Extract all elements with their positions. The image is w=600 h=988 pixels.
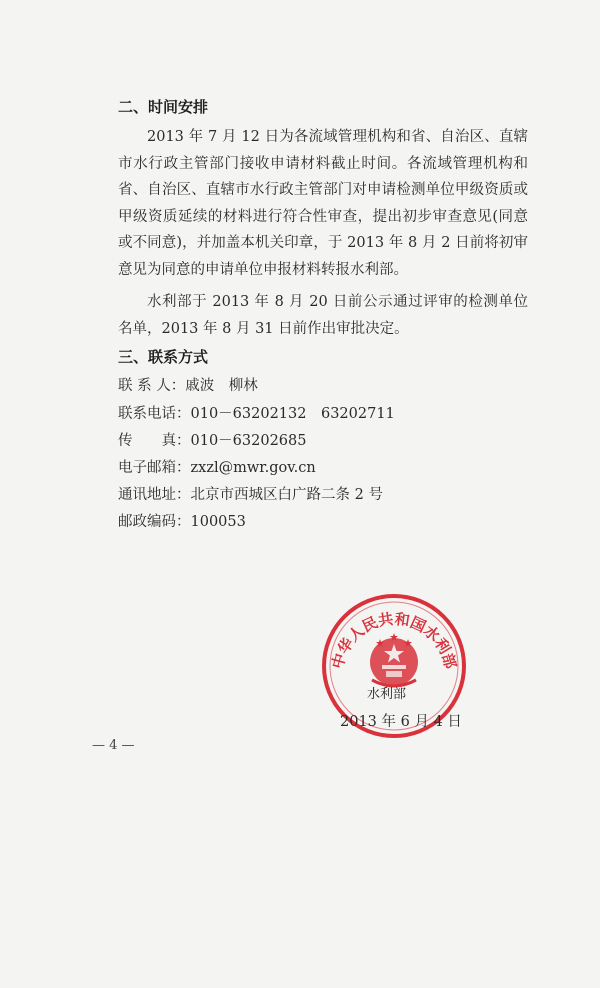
issuer-name: 水利部 xyxy=(367,687,407,702)
issue-date: 2013 年 6 月 4 日 xyxy=(340,714,462,730)
contact-address: 通讯地址：北京市西城区白广路二条 2 号 xyxy=(118,487,383,503)
page-number: — 4 — xyxy=(92,738,135,753)
section-heading-contact: 三、联系方式 xyxy=(118,348,209,366)
national-emblem-icon xyxy=(370,633,418,686)
section-heading-schedule: 二、时间安排 xyxy=(118,98,209,116)
schedule-paragraph-1: 2013 年 7 月 12 日为各流域管理机构和省、自治区、直辖市水行政主管部门接收申请材料截止时间。各流域管理机构和省、自治区、直辖市水行政主管部门对申请检测单位甲级资质或甲级资质延续的材料进行符合性审查，提出初步审查意见(同意或不同意)，并加盖本机关印章，于 2013 年 8 月 2 日前将初审意见为同意的申请单位申报材料转报水利部。 xyxy=(118,129,528,278)
contact-person: 联 系 人：戚波 柳林 xyxy=(118,378,258,394)
contact-phone: 联系电话：010－63202132 63202711 xyxy=(118,406,395,422)
contact-fax: 传 真：010－63202685 xyxy=(118,433,307,449)
schedule-paragraph-2: 水利部于 2013 年 8 月 20 日前公示通过评审的检测单位名单，2013 年 8 月 31 日前作出审批决定。 xyxy=(118,294,528,337)
contact-postcode: 邮政编码：100053 xyxy=(118,514,246,530)
contact-email: 电子邮箱：zxzl@mwr.gov.cn xyxy=(118,460,316,476)
seal-ring-text: 中华人民共和国水利部 xyxy=(328,609,460,671)
